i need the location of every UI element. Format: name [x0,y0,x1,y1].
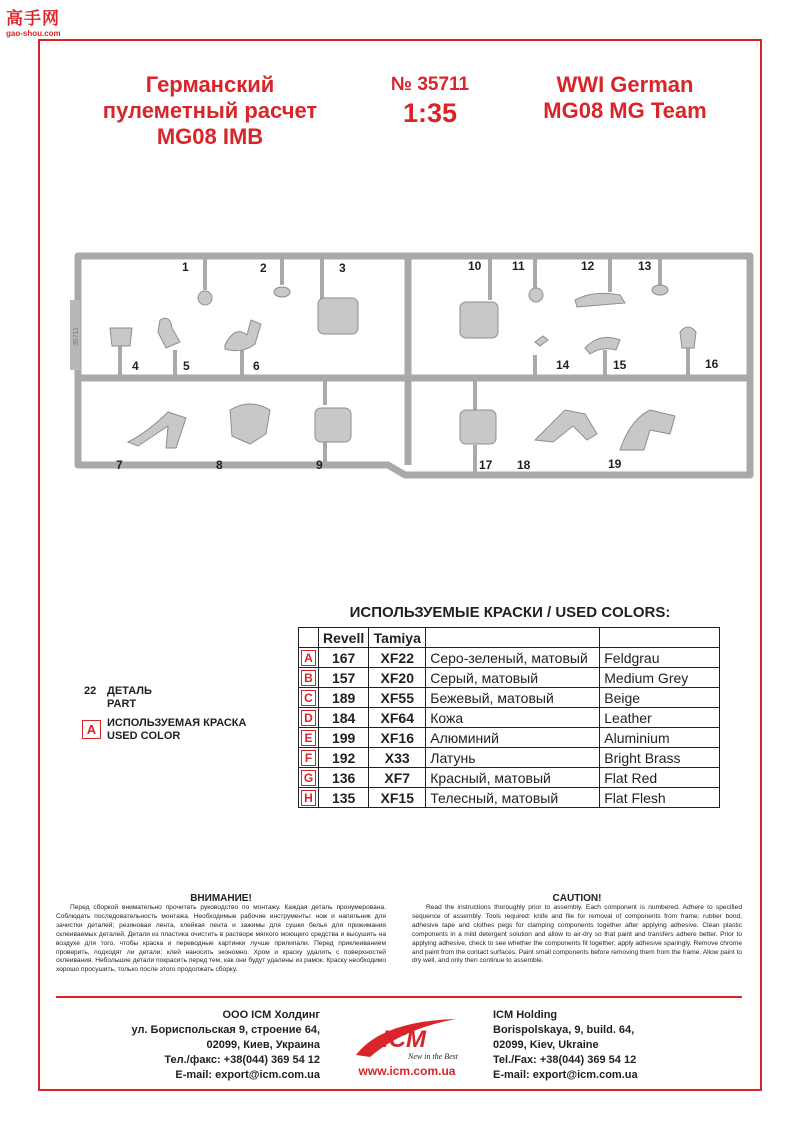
color-letter-cell [299,748,319,768]
revell-code: 136 [319,768,369,788]
title-en-line-2: MG08 MG Team [543,98,707,123]
color-name-ru: Кожа [426,708,600,728]
address-en-line: 02099, Kiev, Ukraine [493,1039,599,1051]
warning-english [412,893,742,966]
legend-color-box: A [82,720,101,739]
logo-slogan: New in the Best [408,1052,458,1061]
color-row [299,788,720,808]
kit-number: № 35711 [390,74,470,95]
part-number: 9 [316,458,323,472]
kit-scale: 1:35 [402,98,458,128]
watermark-text: 高手网 [6,9,60,28]
colors-heading: ИСПОЛЬЗУЕМЫЕ КРАСКИ / USED COLORS: [349,604,671,621]
color-letter-cell [299,728,319,748]
part-number: 12 [581,259,595,273]
tamiya-code: XF20 [369,668,426,688]
warning-ru-heading: ВНИМАНИЕ! [190,893,252,904]
title-ru-line-3: MG08 IMB [156,124,264,149]
tamiya-code: XF55 [369,688,426,708]
tamiya-code: XF64 [369,708,426,728]
address-en-line: E-mail: export@icm.com.ua [493,1069,638,1081]
legend-part-en: PART [107,698,137,710]
part-number: 10 [468,259,482,273]
color-name-en: Feldgrau [600,648,720,668]
part-number: 8 [216,458,223,472]
color-letter-box: F [301,750,316,766]
revell-code: 135 [319,788,369,808]
color-name-en: Beige [600,688,720,708]
address-russian [100,1008,320,1083]
part-number: 18 [517,458,531,472]
header-en [600,628,720,648]
part-number: 17 [479,458,493,472]
color-name-ru: Латунь [426,748,600,768]
title-en-line-1: WWI German [556,72,694,97]
tamiya-code: XF22 [369,648,426,668]
title-ru-line-2: пулеметный расчет [102,98,318,123]
part-number: 15 [613,358,627,372]
warning-en-text: Read the instructions thoroughly prior to assembly. Each component is numbered. Adhere to specified sequence of assembly. Tools required: knife and file for removal of components from frame; rubber bond, adhesive tape and clothes pegs for clamping components together after applying adhesive. Clean plastic components in a mild detergent solution and allow to air-dry so that paint and transfers adhere better. Prior to applying adhesive, check to see whether the components fit together; apply adhesive sparingly. Remove chrome and paint from the contact surfaces. Paint small components before removing them from the frame. Allow paint to dry well, and only then continue to assemble. [412,904,742,965]
watermark-url: gao-shou.com [6,29,61,38]
tamiya-code: XF7 [369,768,426,788]
warning-russian [56,893,386,975]
color-name-ru: Алюминий [426,728,600,748]
header-blank [299,628,319,648]
logo-text: ICM [382,1026,426,1053]
address-ru-line: ул. Бориспольская 9, строение 64, [131,1024,320,1036]
address-en-line: Tel./Fax: +38(044) 369 54 12 [493,1054,637,1066]
color-letter-box: C [301,690,316,706]
tamiya-code: XF15 [369,788,426,808]
sprue-diagram [70,250,760,485]
part-number: 7 [116,458,123,472]
color-name-ru: Бежевый, матовый [426,688,600,708]
tamiya-code: X33 [369,748,426,768]
legend-part-ru: ДЕТАЛЬ [107,685,152,697]
revell-code: 192 [319,748,369,768]
revell-code: 189 [319,688,369,708]
legend-part-label [107,685,152,711]
revell-code: 157 [319,668,369,688]
sprue-mark: 35711 [73,327,80,346]
colors-table [298,627,720,808]
title-russian [60,72,360,150]
color-letter-cell [299,788,319,808]
address-ru-line: Тел./факс: +38(044) 369 54 12 [164,1054,320,1066]
part-number: 19 [608,457,622,471]
part-number: 5 [183,359,190,373]
color-name-en: Flat Red [600,768,720,788]
color-name-en: Flat Flesh [600,788,720,808]
color-name-en: Aluminium [600,728,720,748]
color-letter-cell [299,768,319,788]
address-en-line: ICM Holding [493,1009,558,1021]
color-name-ru: Серый, матовый [426,668,600,688]
part-number: 13 [638,259,652,273]
footer-divider [56,996,742,998]
color-row [299,668,720,688]
color-row [299,688,720,708]
color-letter-box: G [301,770,316,786]
color-letter-cell [299,708,319,728]
warning-en-heading: CAUTION! [552,893,602,904]
color-letter-box: A [301,650,316,666]
address-ru-line: E-mail: export@icm.com.ua [175,1069,320,1081]
part-number: 2 [260,261,267,275]
website-link[interactable]: www.icm.com.ua [358,1064,456,1078]
color-row [299,728,720,748]
icm-logo [352,1015,462,1061]
color-row [299,768,720,788]
part-number: 3 [339,261,346,275]
legend-part-number: 22 [84,685,97,697]
color-letter-box: E [301,730,316,746]
color-row [299,708,720,728]
warning-ru-text: Перед сборкой внимательно прочитать руководство по монтажу. Каждая деталь пронумерована. Соблюдать последовательность монтажа. Необходимые рабочие инструменты: нож и напильник для зачистки деталей; резиновая лента, клейкая лента и зажимы для сушки белья для прижимания склеиваемых деталей. Детали из пластика очистить в растворе мягкого моющего средства и высушить на воздухе для того, чтобы краска и переводные картинки лучше прилипали. Перед приклеиванием проверить, подходят ли детали; клей наносить экономно. Хром и краску удалить с поверхностей склеивания. Небольшие детали покрасить перед тем, как они будут удалены из рамок. Краску необходимо хорошо просушить, только после этого продолжать сборку. [56,904,386,974]
color-letter-cell [299,668,319,688]
color-letter-box: D [301,710,316,726]
color-name-en: Medium Grey [600,668,720,688]
part-number: 6 [253,359,260,373]
color-letter-box: H [301,790,316,806]
tamiya-code: XF16 [369,728,426,748]
color-name-en: Bright Brass [600,748,720,768]
address-ru-line: ООО ICM Холдинг [222,1009,320,1021]
color-row [299,748,720,768]
part-number: 4 [132,359,139,373]
legend-color-en: USED COLOR [107,730,181,742]
color-letter-box: B [301,670,316,686]
header-tamiya: Tamiya [369,628,426,648]
address-ru-line: 02099, Киев, Украина [206,1039,320,1051]
part-number: 14 [556,358,570,372]
part-number: 1 [182,260,189,274]
colors-header-row [299,628,720,648]
color-name-ru: Красный, матовый [426,768,600,788]
header-ru [426,628,600,648]
title-english [505,72,745,124]
address-english [493,1008,713,1083]
legend-color-label [107,717,246,743]
color-name-ru: Серо-зеленый, матовый [426,648,600,668]
color-name-ru: Телесный, матовый [426,788,600,808]
revell-code: 199 [319,728,369,748]
legend-color-ru: ИСПОЛЬЗУЕМАЯ КРАСКА [107,717,247,729]
watermark-logo [6,4,72,38]
color-row [299,648,720,668]
header-revell: Revell [319,628,369,648]
title-ru-line-1: Германский [145,72,275,97]
part-number: 16 [705,357,719,371]
part-number: 11 [512,259,525,273]
revell-code: 167 [319,648,369,668]
color-letter-cell [299,648,319,668]
color-letter-cell [299,688,319,708]
color-name-en: Leather [600,708,720,728]
address-en-line: Borispolskaya, 9, build. 64, [493,1024,635,1036]
revell-code: 184 [319,708,369,728]
